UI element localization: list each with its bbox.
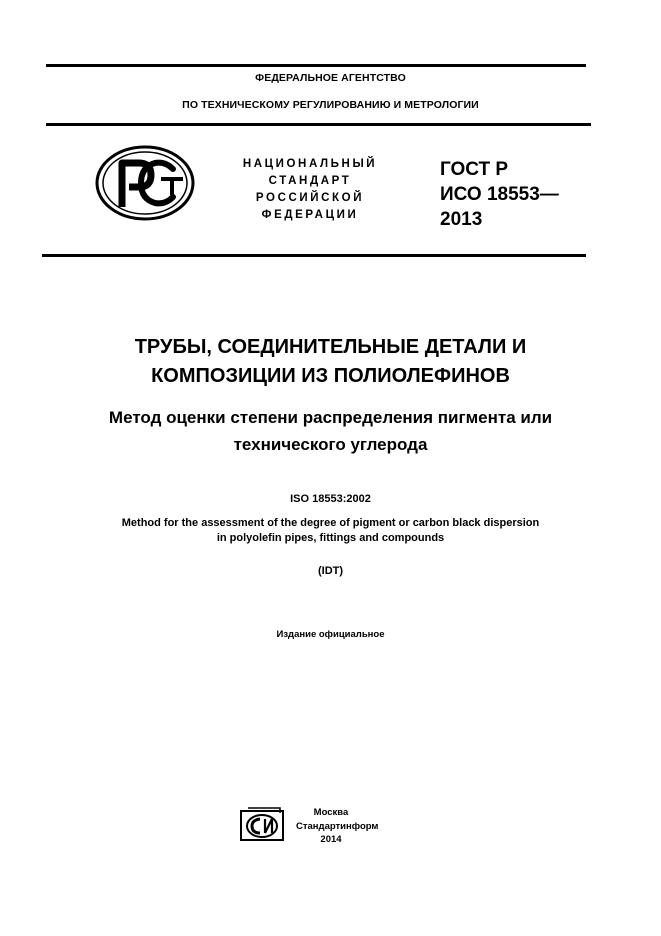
iso-reference: ISO 18553:2002 <box>290 493 371 505</box>
top-rule <box>46 64 586 67</box>
national-standard-line-4: ФЕДЕРАЦИИ <box>261 209 359 221</box>
national-standard-line-2: СТАНДАРТ <box>268 175 352 187</box>
gost-line-2: ИСО 18553— <box>440 184 559 205</box>
gost-line-1: ГОСТ Р <box>440 159 509 180</box>
publisher-year: 2014 <box>320 834 342 845</box>
rst-logo-icon <box>95 145 195 221</box>
national-standard-line-3: РОССИЙСКОЙ <box>255 192 365 204</box>
header-rule <box>46 123 591 126</box>
subtitle-line-2: технического углерода <box>233 435 428 454</box>
english-title-line-2: in polyolefin pipes, fittings and compounds <box>216 532 445 544</box>
agency-line-2: ПО ТЕХНИЧЕСКОМУ РЕГУЛИРОВАНИЮ И МЕТРОЛОГИИ <box>182 99 479 111</box>
agency-line-1: ФЕДЕРАЛЬНОЕ АГЕНТСТВО <box>255 72 406 84</box>
gost-line-3: 2013 <box>440 209 483 230</box>
title-line-1: ТРУБЫ, СОЕДИНИТЕЛЬНЫЕ ДЕТАЛИ И <box>134 336 527 358</box>
equivalence-label: (IDT) <box>317 565 344 577</box>
subtitle-line-1: Метод оценки степени распределения пигмента или <box>108 408 553 427</box>
edition-label: Издание официальное <box>276 629 385 640</box>
publisher-city: Москва <box>313 807 349 818</box>
national-standard-line-1: НАЦИОНАЛЬНЫЙ <box>242 158 378 170</box>
block-rule <box>42 254 586 257</box>
english-title-line-1: Method for the assessment of the degree of pigment or carbon black dispersion <box>121 517 540 529</box>
publisher-name: Стандартинформ <box>296 821 379 832</box>
standartinform-logo-icon <box>240 807 284 841</box>
title-line-2: КОМПОЗИЦИИ ИЗ ПОЛИОЛЕФИНОВ <box>151 365 510 387</box>
